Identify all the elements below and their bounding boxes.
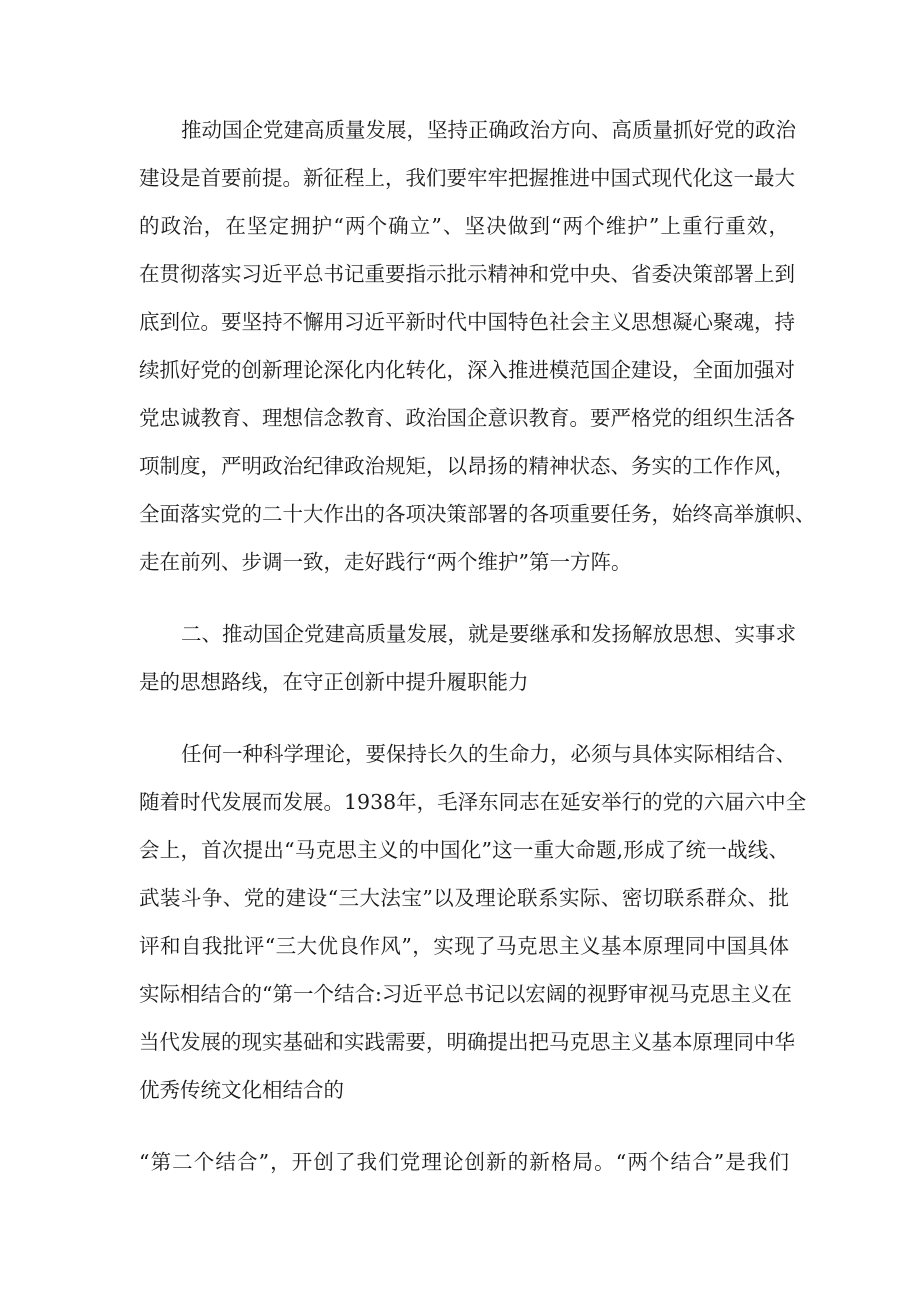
paragraph-1-line-5: 底到位。要坚持不懈用习近平新时代中国特色社会主义思想凝心聚魂，持 [139, 310, 795, 334]
paragraph-3-line-1: “第二个结合”，开创了我们党理论创新的新格局。“两个结合”是我们 [139, 1150, 789, 1174]
paragraph-1-line-9: 全面落实党的二十大作出的各项决策部署的各项重要任务，始终高举旗帜、 [139, 502, 816, 526]
paragraph-2-line-2: 随着时代发展而发展。1938年，毛泽东同志在延安举行的党的六届六中全 [139, 790, 807, 814]
paragraph-2-line-1: 任何一种科学理论，要保持长久的生命力，必须与具体实际相结合、 [181, 742, 796, 766]
paragraph-1-line-7: 党忠诚教育、理想信念教育、政治国企意识教育。要严格党的组织生活各 [139, 406, 795, 430]
paragraph-1-line-8: 项制度，严明政治纪律政治规矩，以昂扬的精神状态、务实的工作作风， [139, 454, 795, 478]
section-heading-line-2: 是的思想路线，在守正创新中提升履职能力 [139, 670, 529, 694]
paragraph-1-line-6: 续抓好党的创新理论深化内化转化，深入推进模范国企建设，全面加强对 [139, 358, 795, 382]
paragraph-1-line-4: 在贯彻落实习近平总书记重要指示批示精神和党中央、省委决策部署上到 [139, 262, 795, 286]
paragraph-1-line-3: 的政治，在坚定拥护“两个确立”、坚决做到“两个维护”上重行重效， [139, 214, 789, 238]
paragraph-2-line-3: 会上，首次提出“马克思主义的中国化”这一重大命题,形成了统一战线、 [139, 838, 789, 862]
paragraph-2-line-7: 当代发展的现实基础和实践需要，明确提出把马克思主义基本原理同中华 [139, 1030, 795, 1054]
paragraph-1-line-1: 推动国企党建高质量发展，坚持正确政治方向、高质量抓好党的政治 [181, 118, 796, 142]
paragraph-2-line-4: 武装斗争、党的建设“三大法宝”以及理论联系实际、密切联系群众、批 [139, 886, 789, 910]
paragraph-1-line-10: 走在前列、步调一致，走好践行“两个维护”第一方阵。 [139, 550, 632, 574]
paragraph-2-line-5: 评和自我批评“三大优良作风”，实现了马克思主义基本原理同中国具体 [139, 934, 789, 958]
paragraph-2-line-6: 实际相结合的“第一个结合:习近平总书记以宏阔的视野审视马克思主义在 [139, 982, 792, 1006]
paragraph-1-line-2: 建设是首要前提。新征程上，我们要牢牢把握推进中国式现代化这一最大 [139, 166, 795, 190]
paragraph-2-line-8: 优秀传统文化相结合的 [139, 1078, 344, 1102]
section-heading-line-1: 二、推动国企党建高质量发展，就是要继承和发扬解放思想、实事求 [181, 622, 796, 646]
